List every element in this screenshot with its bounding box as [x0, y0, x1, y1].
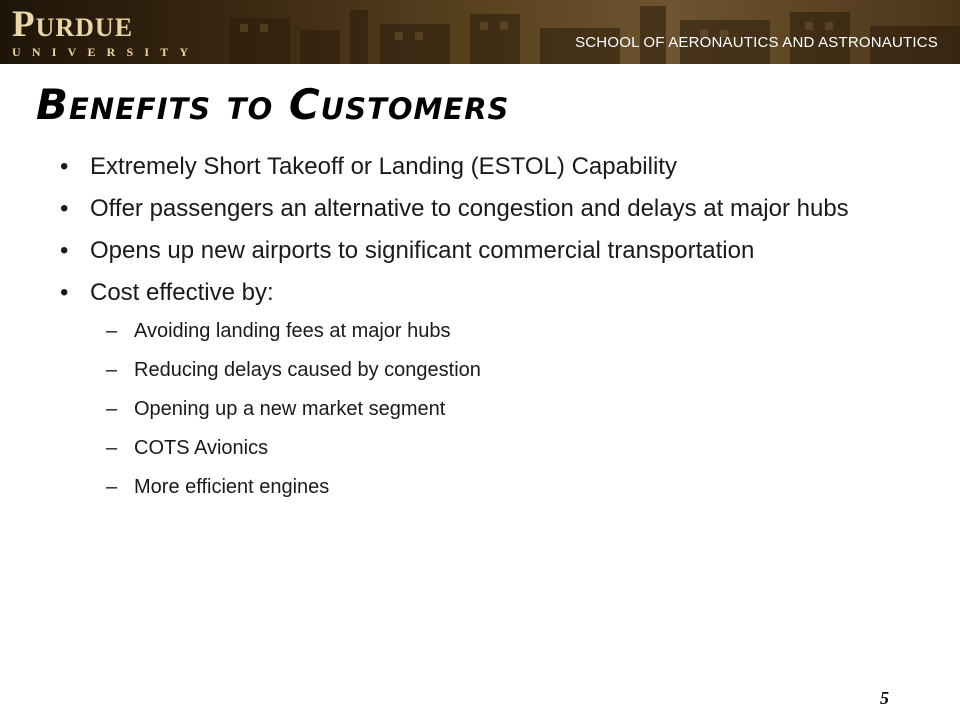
bullet-item — [60, 234, 910, 268]
sub-bullet-item — [106, 316, 910, 346]
sub-bullet-text: Reducing delays caused by congestion — [134, 359, 481, 381]
bullet-icon: • — [60, 237, 69, 264]
logo-subtitle: UNIVERSITY — [12, 45, 200, 59]
sub-bullet-item — [106, 472, 910, 502]
dash-icon: – — [106, 398, 118, 420]
sub-bullet-text: COTS Avionics — [134, 437, 269, 459]
bullet-text: Offer passengers an alternative to congestion and delays at major hubs — [90, 195, 849, 222]
bullet-item — [60, 276, 910, 502]
dash-icon: – — [106, 320, 118, 342]
school-name: SCHOOL OF AERONAUTICS AND ASTRONAUTICS — [575, 34, 938, 51]
dash-icon: – — [106, 437, 118, 459]
sub-bullet-item — [106, 394, 910, 424]
bullet-icon: • — [60, 153, 69, 180]
sub-bullet-list — [106, 316, 910, 502]
page-number: 5 — [880, 688, 889, 708]
sub-bullet-text: More efficient engines — [134, 476, 330, 498]
bullet-text: Opens up new airports to significant commercial transportation — [90, 237, 755, 264]
sub-bullet-item — [106, 355, 910, 385]
dash-icon: – — [106, 476, 118, 498]
bullet-icon: • — [60, 195, 69, 222]
header-banner — [0, 0, 960, 64]
dash-icon: – — [106, 359, 118, 381]
slide-title: Benefits to Customers — [36, 80, 510, 129]
bullet-list — [60, 150, 910, 511]
logo-wordmark: Purdue — [12, 4, 134, 45]
bullet-item — [60, 192, 910, 226]
bullet-icon: • — [60, 279, 69, 306]
bullet-item — [60, 150, 910, 184]
purdue-logo — [12, 4, 200, 60]
sub-bullet-item — [106, 433, 910, 463]
sub-bullet-text: Opening up a new market segment — [134, 398, 446, 420]
sub-bullet-text: Avoiding landing fees at major hubs — [134, 320, 451, 342]
bullet-text: Cost effective by: — [90, 279, 274, 306]
bullet-text: Extremely Short Takeoff or Landing (ESTOL) Capability — [90, 153, 677, 180]
